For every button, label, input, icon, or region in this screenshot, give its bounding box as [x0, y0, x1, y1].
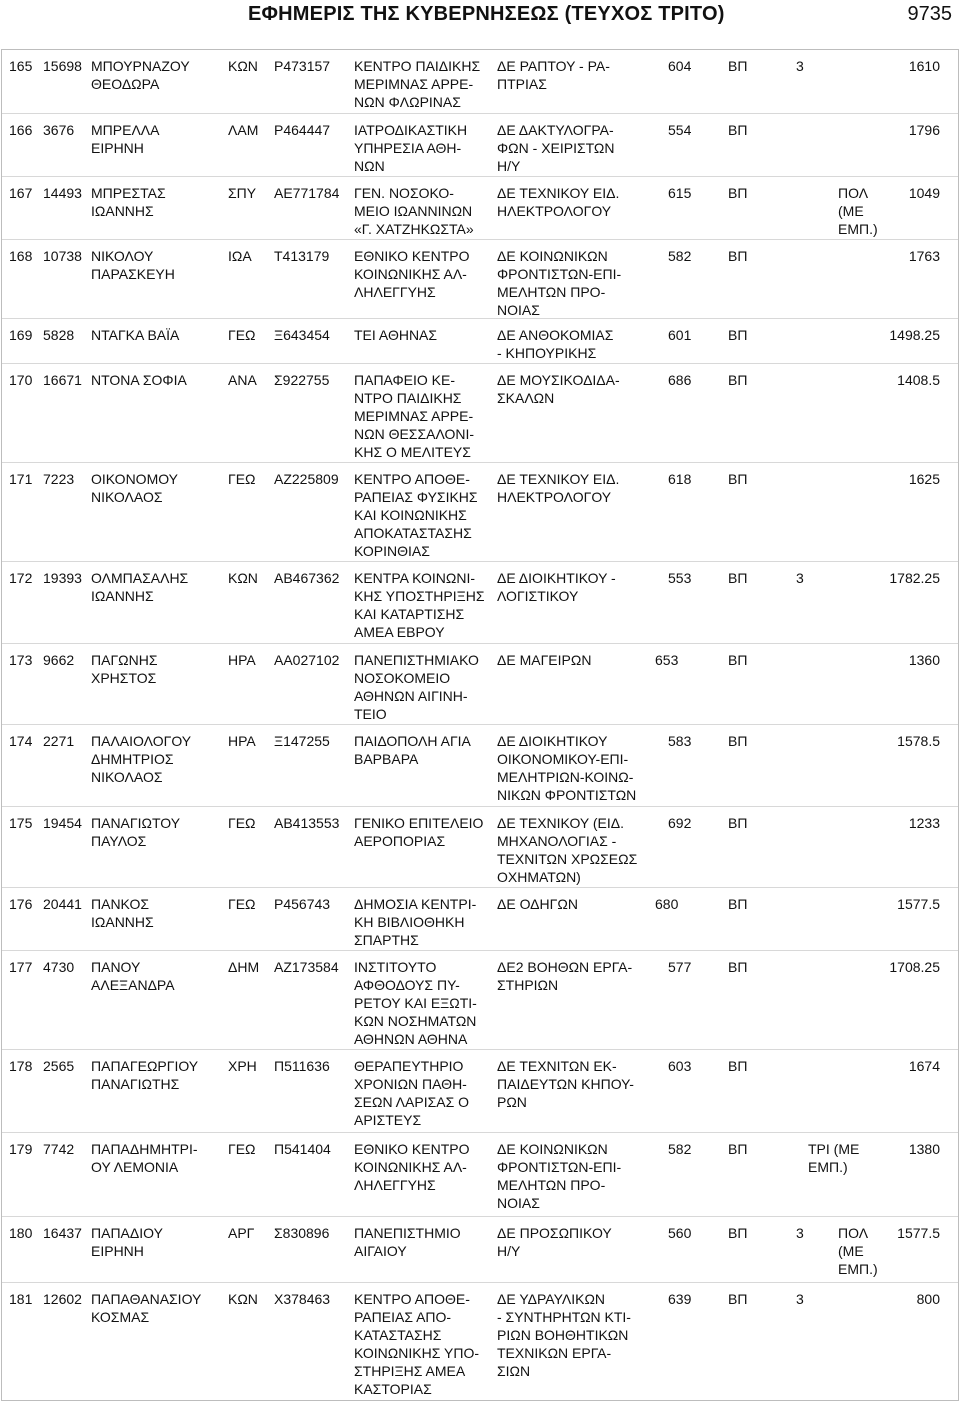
cell-num: 168	[9, 248, 33, 264]
cell-k1: ΗΡΑ	[228, 733, 256, 749]
cell-k1: ΔΗΜ	[228, 959, 260, 975]
table-row	[2, 240, 958, 319]
cell-code: 2271	[43, 733, 75, 749]
cell-pts: 1577.5	[897, 896, 940, 912]
cell-code: 16437	[43, 1225, 82, 1241]
table-row	[2, 50, 958, 114]
cell-svc: ΚΕΝΤΡΟ ΑΠΟΘΕ- ΡΑΠΕΙΑΣ ΑΠΟ- ΚΑΤΑΣΤΑΣΗΣ ΚΟΙΝΩΝΙΚΗΣ ΥΠΟ- ΣΤΗΡΙΞΗΣ ΑΜΕΑ ΚΑΣΤΟΡΙΑΣ	[354, 1291, 480, 1397]
appointments-table	[1, 49, 959, 1401]
cell-num: 177	[9, 959, 33, 975]
cell-cat: 601	[668, 327, 692, 343]
table-row	[2, 177, 958, 240]
cell-spec: ΔΕ ΥΔΡΑΥΛΙΚΩΝ - ΣΥΝΤΗΡΗΤΩΝ ΚΤΙ- ΡΙΩΝ ΒΟΗΘΗΤΙΚΩΝ ΤΕΧΝΙΚΩΝ ΕΡΓΑ- ΣΙΩΝ	[497, 1291, 631, 1379]
cell-name: ΠΑΠΑΔΙΟΥ ΕΙΡΗΝΗ	[91, 1225, 163, 1259]
cell-svc: ΓΕΝ. ΝΟΣΟΚΟ- ΜΕΙΟ ΙΩΑΝΝΙΝΩΝ «Γ. ΧΑΤΖΗΚΩΣΤΑ»	[354, 185, 474, 237]
cell-name: ΟΛΜΠΑΣΑΛΗΣ ΙΩΑΝΝΗΣ	[91, 570, 189, 604]
cell-extra: ΤΡΙ (ΜΕ ΕΜΠ.)	[808, 1141, 860, 1175]
cell-bp: ΒΠ	[728, 959, 748, 975]
cell-cat: 560	[668, 1225, 692, 1241]
cell-num: 174	[9, 733, 33, 749]
cell-code: 14493	[43, 185, 82, 201]
cell-cat: 604	[668, 58, 692, 74]
cell-k1: ΚΩΝ	[228, 58, 258, 74]
cell-cat: 554	[668, 122, 692, 138]
cell-bp: ΒΠ	[728, 652, 748, 668]
table-row	[2, 644, 958, 725]
cell-k2: ΑΒ413553	[274, 815, 340, 831]
table-row	[2, 888, 958, 951]
cell-cat: 653	[655, 652, 679, 668]
cell-code: 5828	[43, 327, 75, 343]
cell-grade: 3	[796, 58, 804, 74]
cell-name: ΠΑΝΚΟΣ ΙΩΑΝΝΗΣ	[91, 896, 154, 930]
cell-pts: 1782.25	[889, 570, 940, 586]
cell-spec: ΔΕ ΤΕΧΝΙΤΩΝ ΕΚ- ΠΑΙΔΕΥΤΩΝ ΚΗΠΟΥ- ΡΩΝ	[497, 1058, 634, 1110]
cell-bp: ΒΠ	[728, 471, 748, 487]
cell-num: 169	[9, 327, 33, 343]
cell-svc: ΔΗΜΟΣΙΑ ΚΕΝΤΡΙ- ΚΗ ΒΙΒΛΙΟΘΗΚΗ ΣΠΑΡΤΗΣ	[354, 896, 477, 948]
cell-num: 181	[9, 1291, 33, 1307]
cell-num: 172	[9, 570, 33, 586]
cell-bp: ΒΠ	[728, 248, 748, 264]
cell-k2: Σ922755	[274, 372, 330, 388]
cell-k1: ΗΡΑ	[228, 652, 256, 668]
cell-svc: ΕΘΝΙΚΟ ΚΕΝΤΡΟ ΚΟΙΝΩΝΙΚΗΣ ΑΛ- ΛΗΛΕΓΓΥΗΣ	[354, 1141, 470, 1193]
table-row	[2, 1133, 958, 1217]
cell-bp: ΒΠ	[728, 815, 748, 831]
cell-code: 7223	[43, 471, 75, 487]
table-row	[2, 114, 958, 177]
cell-grade: 3	[796, 570, 804, 586]
cell-k2: Ξ147255	[274, 733, 330, 749]
cell-bp: ΒΠ	[728, 1141, 748, 1157]
cell-code: 19454	[43, 815, 82, 831]
cell-num: 176	[9, 896, 33, 912]
cell-pts: 1610	[908, 58, 940, 74]
cell-bp: ΒΠ	[728, 570, 748, 586]
cell-num: 165	[9, 58, 33, 74]
cell-code: 9662	[43, 652, 75, 668]
page-number: 9735	[907, 3, 952, 25]
cell-spec: ΔΕ2 ΒΟΗΘΩΝ ΕΡΓΑ- ΣΤΗΡΙΩΝ	[497, 959, 633, 993]
table-row	[2, 562, 958, 644]
cell-bp: ΒΠ	[728, 1291, 748, 1307]
cell-bp: ΒΠ	[728, 896, 748, 912]
cell-spec: ΔΕ ΤΕΧΝΙΚΟΥ ΕΙΔ. ΗΛΕΚΤΡΟΛΟΓΟΥ	[497, 471, 620, 505]
cell-k2: Ξ643454	[274, 327, 330, 343]
cell-code: 19393	[43, 570, 82, 586]
cell-code: 12602	[43, 1291, 82, 1307]
cell-spec: ΔΕ ΤΕΧΝΙΚΟΥ ΕΙΔ. ΗΛΕΚΤΡΟΛΟΓΟΥ	[497, 185, 620, 219]
cell-cat: 618	[668, 471, 692, 487]
cell-pts: 1674	[908, 1058, 940, 1074]
cell-k2: Π511636	[274, 1058, 330, 1074]
cell-bp: ΒΠ	[728, 733, 748, 749]
cell-k2: Χ378463	[274, 1291, 331, 1307]
cell-cat: 583	[668, 733, 692, 749]
cell-cat: 577	[668, 959, 692, 975]
cell-svc: ΠΑΝΕΠΙΣΤΗΜΙΑΚΟ ΝΟΣΟΚΟΜΕΙΟ ΑΘΗΝΩΝ ΑΙΓΙΝΗ- ΤΕΙΟ	[354, 652, 479, 722]
cell-num: 170	[9, 372, 33, 388]
cell-cat: 603	[668, 1058, 692, 1074]
cell-extra: ΠΟΛ (ΜΕ ΕΜΠ.)	[838, 185, 878, 237]
cell-cat: 680	[655, 896, 679, 912]
table-row	[2, 951, 958, 1050]
cell-pts: 1763	[908, 248, 940, 264]
cell-svc: ΓΕΝΙΚΟ ΕΠΙΤΕΛΕΙΟ ΑΕΡΟΠΟΡΙΑΣ	[354, 815, 484, 849]
cell-cat: 692	[668, 815, 692, 831]
cell-bp: ΒΠ	[728, 122, 748, 138]
cell-k1: ΓΕΩ	[228, 471, 256, 487]
cell-name: ΠΑΝΑΓΙΩΤΟΥ ΠΑΥΛΟΣ	[91, 815, 181, 849]
cell-code: 10738	[43, 248, 82, 264]
cell-k1: ΚΩΝ	[228, 570, 258, 586]
cell-cat: 582	[668, 1141, 692, 1157]
cell-pts: 1625	[908, 471, 940, 487]
cell-num: 166	[9, 122, 33, 138]
cell-k1: ΙΩΑ	[228, 248, 252, 264]
cell-k2: Ρ464447	[274, 122, 331, 138]
cell-svc: ΘΕΡΑΠΕΥΤΗΡΙΟ ΧΡΟΝΙΩΝ ΠΑΘΗ- ΣΕΩΝ ΛΑΡΙΣΑΣ Ο ΑΡΙΣΤΕΥΣ	[354, 1058, 470, 1128]
cell-svc: ΚΕΝΤΡΟ ΑΠΟΘΕ- ΡΑΠΕΙΑΣ ΦΥΣΙΚΗΣ ΚΑΙ ΚΟΙΝΩΝΙΚΗΣ ΑΠΟΚΑΤΑΣΤΑΣΗΣ ΚΟΡΙΝΘΙΑΣ	[354, 471, 478, 559]
cell-k2: Π541404	[274, 1141, 331, 1157]
cell-code: 7742	[43, 1141, 75, 1157]
cell-svc: ΙΑΤΡΟΔΙΚΑΣΤΙΚΗ ΥΠΗΡΕΣΙΑ ΑΘΗ- ΝΩΝ	[354, 122, 468, 174]
cell-k1: ΓΕΩ	[228, 327, 256, 343]
cell-k1: ΧΡΗ	[228, 1058, 257, 1074]
table-row	[2, 364, 958, 463]
cell-name: ΝΤΑΓΚΑ ΒΑΪΑ	[91, 327, 180, 343]
cell-cat: 615	[668, 185, 692, 201]
cell-pts: 1577.5	[897, 1225, 940, 1241]
cell-num: 167	[9, 185, 33, 201]
cell-bp: ΒΠ	[728, 372, 748, 388]
cell-num: 171	[9, 471, 33, 487]
cell-spec: ΔΕ ΟΔΗΓΩΝ	[497, 896, 578, 912]
cell-pts: 1708.25	[889, 959, 940, 975]
cell-svc: ΠΑΝΕΠΙΣΤΗΜΙΟ ΑΙΓΑΙΟΥ	[354, 1225, 461, 1259]
cell-code: 15698	[43, 58, 82, 74]
cell-num: 173	[9, 652, 33, 668]
cell-cat: 639	[668, 1291, 692, 1307]
cell-code: 2565	[43, 1058, 75, 1074]
table-row	[2, 1217, 958, 1283]
cell-code: 16671	[43, 372, 82, 388]
cell-name: ΠΑΝΟΥ ΑΛΕΞΑΝΔΡΑ	[91, 959, 175, 993]
cell-k1: ΣΠΥ	[228, 185, 257, 201]
cell-cat: 553	[668, 570, 692, 586]
cell-pts: 1049	[908, 185, 940, 201]
cell-pts: 1360	[908, 652, 940, 668]
cell-extra: ΠΟΛ (ΜΕ ΕΜΠ.)	[838, 1225, 878, 1277]
cell-k2: Ρ473157	[274, 58, 331, 74]
cell-svc: ΚΕΝΤΡΟ ΠΑΙΔΙΚΗΣ ΜΕΡΙΜΝΑΣ ΑΡΡΕ- ΝΩΝ ΦΛΩΡΙΝΑΣ	[354, 58, 481, 110]
cell-k1: ΚΩΝ	[228, 1291, 258, 1307]
cell-cat: 582	[668, 248, 692, 264]
cell-pts: 1380	[908, 1141, 940, 1157]
cell-k1: ΓΕΩ	[228, 815, 256, 831]
cell-svc: ΕΘΝΙΚΟ ΚΕΝΤΡΟ ΚΟΙΝΩΝΙΚΗΣ ΑΛ- ΛΗΛΕΓΓΥΗΣ	[354, 248, 470, 300]
cell-pts: 1233	[908, 815, 940, 831]
cell-name: ΠΑΠΑΘΑΝΑΣΙΟΥ ΚΟΣΜΑΣ	[91, 1291, 202, 1325]
cell-svc: ΠΑΙΔΟΠΟΛΗ ΑΓΙΑ ΒΑΡΒΑΡΑ	[354, 733, 471, 767]
cell-svc: ΠΑΠΑΦΕΙΟ ΚΕ- ΝΤΡΟ ΠΑΙΔΙΚΗΣ ΜΕΡΙΜΝΑΣ ΑΡΡΕ- ΝΩΝ ΘΕΣΣΑΛΟΝΙ- ΚΗΣ Ο ΜΕΛΙΤΕΥΣ	[354, 372, 475, 460]
cell-k2: Τ413179	[274, 248, 330, 264]
cell-num: 178	[9, 1058, 33, 1074]
table-row	[2, 807, 958, 888]
cell-spec: ΔΕ ΚΟΙΝΩΝΙΚΩΝ ΦΡΟΝΤΙΣΤΩΝ-ΕΠΙ- ΜΕΛΗΤΩΝ ΠΡΟ- ΝΟΙΑΣ	[497, 1141, 622, 1211]
cell-bp: ΒΠ	[728, 327, 748, 343]
cell-grade: 3	[796, 1291, 804, 1307]
cell-spec: ΔΕ ΑΝΘΟΚΟΜΙΑΣ - ΚΗΠΟΥΡΙΚΗΣ	[497, 327, 614, 361]
cell-code: 20441	[43, 896, 82, 912]
cell-spec: ΔΕ ΜΟΥΣΙΚΟΔΙΔΑ- ΣΚΑΛΩΝ	[497, 372, 620, 406]
cell-k2: ΑΒ467362	[274, 570, 340, 586]
cell-pts: 800	[916, 1291, 940, 1307]
cell-name: ΝΙΚΟΛΟΥ ΠΑΡΑΣΚΕΥΗ	[91, 248, 175, 282]
cell-num: 179	[9, 1141, 33, 1157]
cell-spec: ΔΕ ΔΙΟΙΚΗΤΙΚΟΥ - ΛΟΓΙΣΤΙΚΟΥ	[497, 570, 616, 604]
page-header	[0, 0, 960, 34]
cell-num: 180	[9, 1225, 33, 1241]
cell-svc: ΙΝΣΤΙΤΟΥΤΟ ΑΦΘΟΔΟΥΣ ΠΥ- ΡΕΤΟΥ ΚΑΙ ΕΞΩΤΙ- ΚΩΝ ΝΟΣΗΜΑΤΩΝ ΑΘΗΝΩΝ ΑΘΗΝΑ	[354, 959, 477, 1047]
table-row	[2, 463, 958, 562]
cell-name: ΟΙΚΟΝΟΜΟΥ ΝΙΚΟΛΑΟΣ	[91, 471, 179, 505]
cell-name: ΝΤΟΝΑ ΣΟΦΙΑ	[91, 372, 187, 388]
cell-name: ΜΠΟΥΡΝΑΖΟΥ ΘΕΟΔΩΡΑ	[91, 58, 190, 92]
cell-k2: ΑΖ225809	[274, 471, 339, 487]
cell-spec: ΔΕ ΔΑΚΤΥΛΟΓΡΑ- ΦΩΝ - ΧΕΙΡΙΣΤΩΝ Η/Υ	[497, 122, 615, 174]
cell-name: ΠΑΠΑΓΕΩΡΓΙΟΥ ΠΑΝΑΓΙΩΤΗΣ	[91, 1058, 199, 1092]
table-row	[2, 725, 958, 807]
cell-spec: ΔΕ ΡΑΠΤΟΥ - ΡΑ- ΠΤΡΙΑΣ	[497, 58, 610, 92]
cell-k2: ΑΑ027102	[274, 652, 340, 668]
gazette-title: ΕΦΗΜΕΡΙΣ ΤΗΣ ΚΥΒΕΡΝΗΣΕΩΣ (ΤΕΥΧΟΣ ΤΡΙΤΟ)	[248, 3, 725, 25]
cell-spec: ΔΕ ΔΙΟΙΚΗΤΙΚΟΥ ΟΙΚΟΝΟΜΙΚΟΥ-ΕΠΙ- ΜΕΛΗΤΡΙΩΝ-ΚΟΙΝΩ- ΝΙΚΩΝ ΦΡΟΝΤΙΣΤΩΝ	[497, 733, 637, 803]
cell-bp: ΒΠ	[728, 1225, 748, 1241]
cell-spec: ΔΕ ΚΟΙΝΩΝΙΚΩΝ ΦΡΟΝΤΙΣΤΩΝ-ΕΠΙ- ΜΕΛΗΤΩΝ ΠΡΟ- ΝΟΙΑΣ	[497, 248, 622, 318]
cell-k1: ΓΕΩ	[228, 1141, 256, 1157]
cell-bp: ΒΠ	[728, 185, 748, 201]
cell-grade: 3	[796, 1225, 804, 1241]
cell-pts: 1408.5	[897, 372, 940, 388]
cell-pts: 1498.25	[889, 327, 940, 343]
cell-k1: ΑΡΓ	[228, 1225, 255, 1241]
table-row	[2, 1283, 958, 1400]
cell-name: ΠΑΠΑΔΗΜΗΤΡΙ- ΟΥ ΛΕΜΟΝΙΑ	[91, 1141, 198, 1175]
cell-code: 4730	[43, 959, 75, 975]
table-row	[2, 1050, 958, 1133]
cell-bp: ΒΠ	[728, 58, 748, 74]
cell-k1: ΑΝΑ	[228, 372, 257, 388]
cell-pts: 1796	[908, 122, 940, 138]
cell-k1: ΛΑΜ	[228, 122, 259, 138]
cell-name: ΜΠΡΕΣΤΑΣ ΙΩΑΝΝΗΣ	[91, 185, 166, 219]
table-row	[2, 319, 958, 364]
cell-bp: ΒΠ	[728, 1058, 748, 1074]
cell-k2: ΑΕ771784	[274, 185, 340, 201]
cell-num: 175	[9, 815, 33, 831]
cell-k2: Σ830896	[274, 1225, 330, 1241]
cell-code: 3676	[43, 122, 75, 138]
cell-spec: ΔΕ ΜΑΓΕΙΡΩΝ	[497, 652, 592, 668]
cell-k1: ΓΕΩ	[228, 896, 256, 912]
cell-name: ΜΠΡΕΛΛΑ ΕΙΡΗΝΗ	[91, 122, 160, 156]
cell-cat: 686	[668, 372, 692, 388]
cell-svc: ΤΕΙ ΑΘΗΝΑΣ	[354, 327, 438, 343]
cell-pts: 1578.5	[897, 733, 940, 749]
cell-spec: ΔΕ ΤΕΧΝΙΚΟΥ (ΕΙΔ. ΜΗΧΑΝΟΛΟΓΙΑΣ - ΤΕΧΝΙΤΩΝ ΧΡΩΣΕΩΣ ΟΧΗΜΑΤΩΝ)	[497, 815, 638, 885]
cell-name: ΠΑΛΑΙΟΛΟΓΟΥ ΔΗΜΗΤΡΙΟΣ ΝΙΚΟΛΑΟΣ	[91, 733, 192, 785]
cell-k2: Ρ456743	[274, 896, 331, 912]
cell-k2: ΑΖ173584	[274, 959, 339, 975]
cell-spec: ΔΕ ΠΡΟΣΩΠΙΚΟΥ Η/Υ	[497, 1225, 612, 1259]
cell-svc: ΚΕΝΤΡΑ ΚΟΙΝΩΝΙ- ΚΗΣ ΥΠΟΣΤΗΡΙΞΗΣ ΚΑΙ ΚΑΤΑΡΤΙΣΗΣ ΑΜΕΑ ΕΒΡΟΥ	[354, 570, 485, 640]
cell-name: ΠΑΓΩΝΗΣ ΧΡΗΣΤΟΣ	[91, 652, 158, 686]
